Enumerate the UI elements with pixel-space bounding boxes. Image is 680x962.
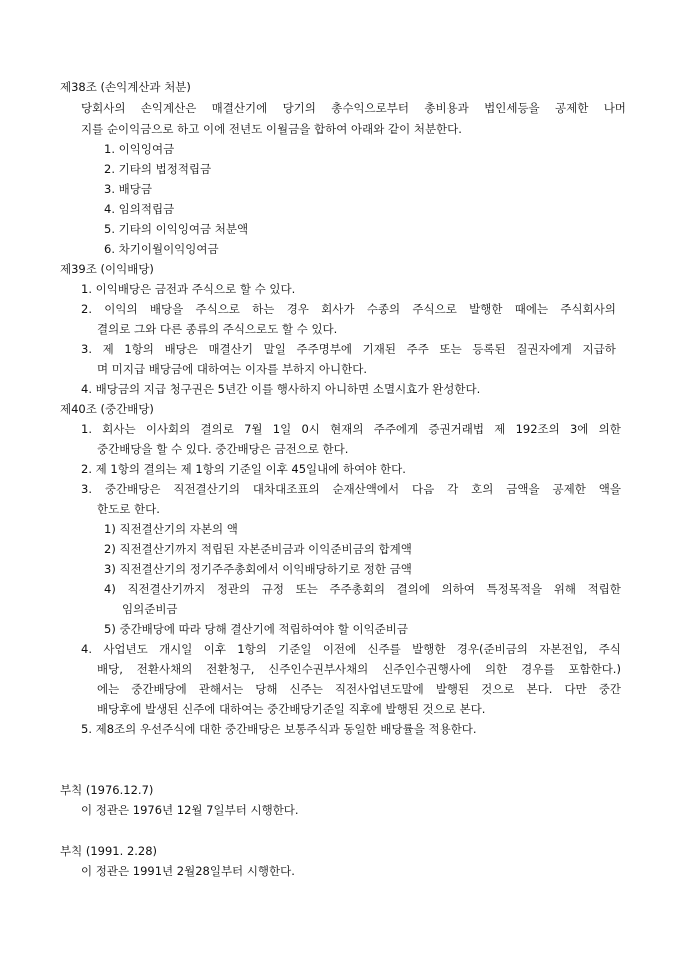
addendum-1976-heading: 부칙 (1976.12.7) [60,783,154,797]
article-39-item-2-text: 2. 이익의 배당을 주식으로 하는 경우 회사가 수종의 주식으로 발행한 때에는 주식회사의 [81,302,616,316]
addendum-1991-heading: 부칙 (1991. 2.28) [60,844,158,858]
article-40-item-4-text-1: 4. 사업년도 개시일 이후 1항의 기준일 이전에 신주를 발행한 경우(준비금의 자본전입, 주식 [81,642,621,656]
article-40-item-5: 5. 제8조의 우선주식에 대한 중간배당은 보통주식과 동일한 배당률을 적용한다. [81,722,477,736]
article-40-item-3-line2: 한도로 한다. [97,502,160,516]
article-40-sub-1: 1) 직전결산기의 자본의 액 [104,522,238,536]
article-40-item-1-text: 1. 회사는 이사회의 결의로 7월 1일 0시 현재의 주주에게 증권거래법 제 192조의 3에 의한 [81,422,621,436]
article-38-intro-line2: 지를 순이익금으로 하고 이에 전년도 이월금을 합하여 아래와 같이 처분한다. [81,122,462,136]
article-39-item-3-line1 [81,341,616,357]
article-39-item-3-text: 3. 제 1항의 배당은 매결산기 말일 주주명부에 기재된 주주 또는 등록된 질권자에게 지급하 [81,342,616,356]
article-40-item-1-line1 [81,421,621,437]
article-38-intro-text: 당회사의 손익계산은 매결산기에 당기의 총수익으로부터 총비용과 법인세등을 공제한 나머 [81,101,626,115]
article-38-item-3: 3. 배당금 [104,182,152,196]
article-39-item-2-line1 [81,301,616,317]
article-40-item-3-text: 3. 중간배당은 직전결산기의 대차대조표의 순재산액에서 다음 각 호의 금액을 공제한 액을 [81,482,621,496]
article-40-sub-4-text: 4) 직전결산기까지 정관의 규정 또는 주주총회의 결의에 의하여 특정목적을 위해 적립한 [104,582,621,596]
article-38-item-2: 2. 기타의 법정적립금 [104,162,212,176]
article-40-item-3-line1 [81,481,621,497]
article-39-heading: 제39조 (이익배당) [60,262,154,276]
addendum-1976-text: 이 정관은 1976년 12월 7일부터 시행한다. [81,803,299,817]
addendum-1991-text: 이 정관은 1991년 2월28일부터 시행한다. [81,864,295,878]
article-40-heading: 제40조 (중간배당) [60,402,154,416]
article-39-item-2-line2: 결의로 그와 다른 종류의 주식으로도 할 수 있다. [97,322,338,336]
article-40-item-4-line2 [97,661,621,677]
article-40-sub-3: 3) 직전결산기의 정기주주총회에서 이익배당하기로 정한 금액 [104,562,412,576]
article-38-item-6: 6. 차기이월이익잉여금 [104,242,219,256]
article-39-item-4: 4. 배당금의 지급 청구권은 5년간 이를 행사하지 아니하면 소멸시효가 완성한다. [81,382,481,396]
article-40-sub-4-line1 [104,581,621,597]
article-40-item-4-line1 [81,641,621,657]
article-39-item-1: 1. 이익배당은 금전과 주식으로 할 수 있다. [81,282,296,296]
article-40-item-1-line2: 중간배당을 할 수 있다. 중간배당은 금전으로 한다. [97,442,349,456]
article-40-item-2: 2. 제 1항의 결의는 제 1항의 기준일 이후 45일내에 하여야 한다. [81,462,406,476]
article-38-item-4: 4. 임의적립금 [104,202,175,216]
article-39-item-3-line2: 며 미지급 배당금에 대하여는 이자를 부하지 아니한다. [97,362,367,376]
article-40-sub-4-line2: 임의준비금 [122,602,178,616]
article-38-item-1: 1. 이익잉여금 [104,142,175,156]
article-38-item-5: 5. 기타의 이익잉여금 처분액 [104,222,249,236]
article-40-sub-2: 2) 직전결산기까지 적립된 자본준비금과 이익준비금의 합계액 [104,542,412,556]
article-40-item-4-text-2: 배당, 전환사채의 전환청구, 신주인수권부사채의 신주인수권행사에 의한 경우를 포함한다.) [97,662,621,676]
article-40-item-4-line3 [97,681,621,697]
article-40-sub-5: 5) 중간배당에 따라 당해 결산기에 적립하여야 할 이익준비금 [104,622,409,636]
article-40-item-4-text-3: 에는 중간배당에 관해서는 당해 신주는 직전사업년도말에 발행된 것으로 본다. 다만 중간 [97,682,621,696]
article-38-heading: 제38조 (손익계산과 처분) [60,80,191,94]
article-40-item-4-line4: 배당후에 발생된 신주에 대하여는 중간배당기준일 직후에 발행된 것으로 본다. [97,702,486,716]
article-38-intro-line1 [81,100,626,116]
